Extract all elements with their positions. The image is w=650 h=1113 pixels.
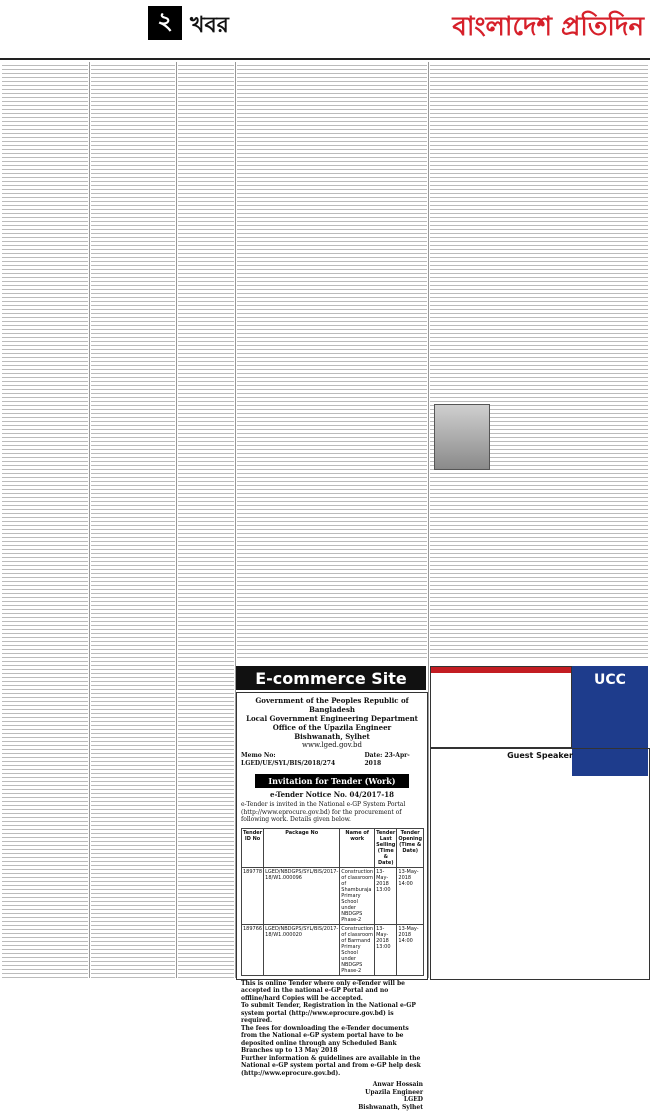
table-cell: 189778 bbox=[242, 867, 264, 924]
university-ad bbox=[430, 748, 650, 980]
table-cell: LGED/NBDGPS/SYL/BIS/2017-18/W1.000020 bbox=[264, 924, 340, 975]
tender-table-header: Tender Opening (Time & Date) bbox=[397, 828, 424, 867]
signer-title: Upazila Engineer bbox=[365, 1088, 423, 1096]
signer-place: Bishwanath, Sylhet bbox=[358, 1103, 423, 1111]
signer-org: LGED bbox=[403, 1096, 423, 1103]
invitation-title: Invitation for Tender (Work) bbox=[255, 774, 409, 788]
tender-table-header: Tender ID No bbox=[242, 828, 264, 867]
main-news-column bbox=[237, 62, 427, 660]
tender-note: The fees for downloading the e-Tender documents from the National e-GP system portal have to be deposited online through any Scheduled Bank Branches up to 13 May 2018 bbox=[241, 1024, 409, 1054]
table-cell: 13-May-2018 13:00 bbox=[375, 924, 397, 975]
page-number: ২ bbox=[148, 6, 182, 40]
tender-note: This is online Tender where only e-Tender will be accepted in the national e-GP Portal and no offline/hard Copies will be accepted. bbox=[241, 979, 405, 1002]
classifieds-column-2 bbox=[91, 62, 175, 978]
classifieds-column-3 bbox=[178, 62, 234, 978]
table-cell: 189766 bbox=[242, 924, 264, 975]
classifieds-column-1 bbox=[2, 62, 88, 978]
tender-table-header: Package No bbox=[264, 828, 340, 867]
guest-speaker-label: Guest Speaker bbox=[507, 751, 573, 760]
ecommerce-ad: E-commerce Site bbox=[236, 666, 426, 690]
tender-note: To submit Tender, Registration in the National e-GP system portal (http://www.eprocure.gov.bd) is required. bbox=[241, 1002, 416, 1024]
obituary-photo bbox=[434, 404, 490, 470]
used-goods-ad bbox=[430, 666, 572, 748]
table-row bbox=[242, 924, 424, 975]
table-cell: 13-May-2018 13:00 bbox=[375, 867, 397, 924]
tender-notice bbox=[236, 692, 428, 1111]
table-cell: Construction of classroom of Shamburaja Primary School under NBDGPS Phase-2 bbox=[341, 868, 374, 923]
table-cell: 13-May-2018 14:00 bbox=[397, 924, 424, 975]
tender-header: Government of the Peoples Republic of Bangladesh Local Government Engineering Department Office of the Upazila Engineer Bishwanath, Sylhet www.lged.gov.bd bbox=[246, 696, 418, 749]
notice-number: e-Tender Notice No. 04/2017-18 bbox=[270, 790, 394, 799]
section-title: খবর bbox=[190, 13, 229, 38]
tender-table-header: Name of work bbox=[340, 828, 375, 867]
masthead bbox=[0, 0, 650, 60]
memo-number: Memo No: LGED/UE/SYL/BIS/2018/274 bbox=[241, 752, 336, 767]
tender-table bbox=[241, 828, 424, 976]
tender-note: Further information & guidelines are available in the National e-GP system portal and from e-GP help desk (http://www.eprocure.gov.bd). bbox=[241, 1054, 421, 1077]
table-row bbox=[242, 867, 424, 924]
ucc-ad: UCC bbox=[572, 666, 648, 776]
table-cell: Construction of classroom of Barmand Primary School under NBDGPS Phase-2 bbox=[341, 925, 374, 974]
brand-name: বাংলাদেশ প্রতিদিন bbox=[452, 12, 644, 42]
signer-name: Anwar Hossain bbox=[372, 1081, 423, 1088]
used-goods-ad-header bbox=[431, 667, 571, 673]
tender-table-header: Tender Last Selling (Time & Date) bbox=[376, 829, 396, 866]
right-news-column bbox=[430, 62, 648, 660]
table-cell: LGED/NBDGPS/SYL/BIS/2017-18/W1.000096 bbox=[264, 867, 340, 924]
tender-intro: e-Tender is invited in the National e-GP System Portal (http://www.eprocure.gov.bd) for the procurement of following work. Details given below. bbox=[241, 801, 406, 823]
table-cell: 13-May-2018 14:00 bbox=[397, 867, 424, 924]
memo-date: Date: 23-Apr-2018 bbox=[364, 752, 410, 767]
